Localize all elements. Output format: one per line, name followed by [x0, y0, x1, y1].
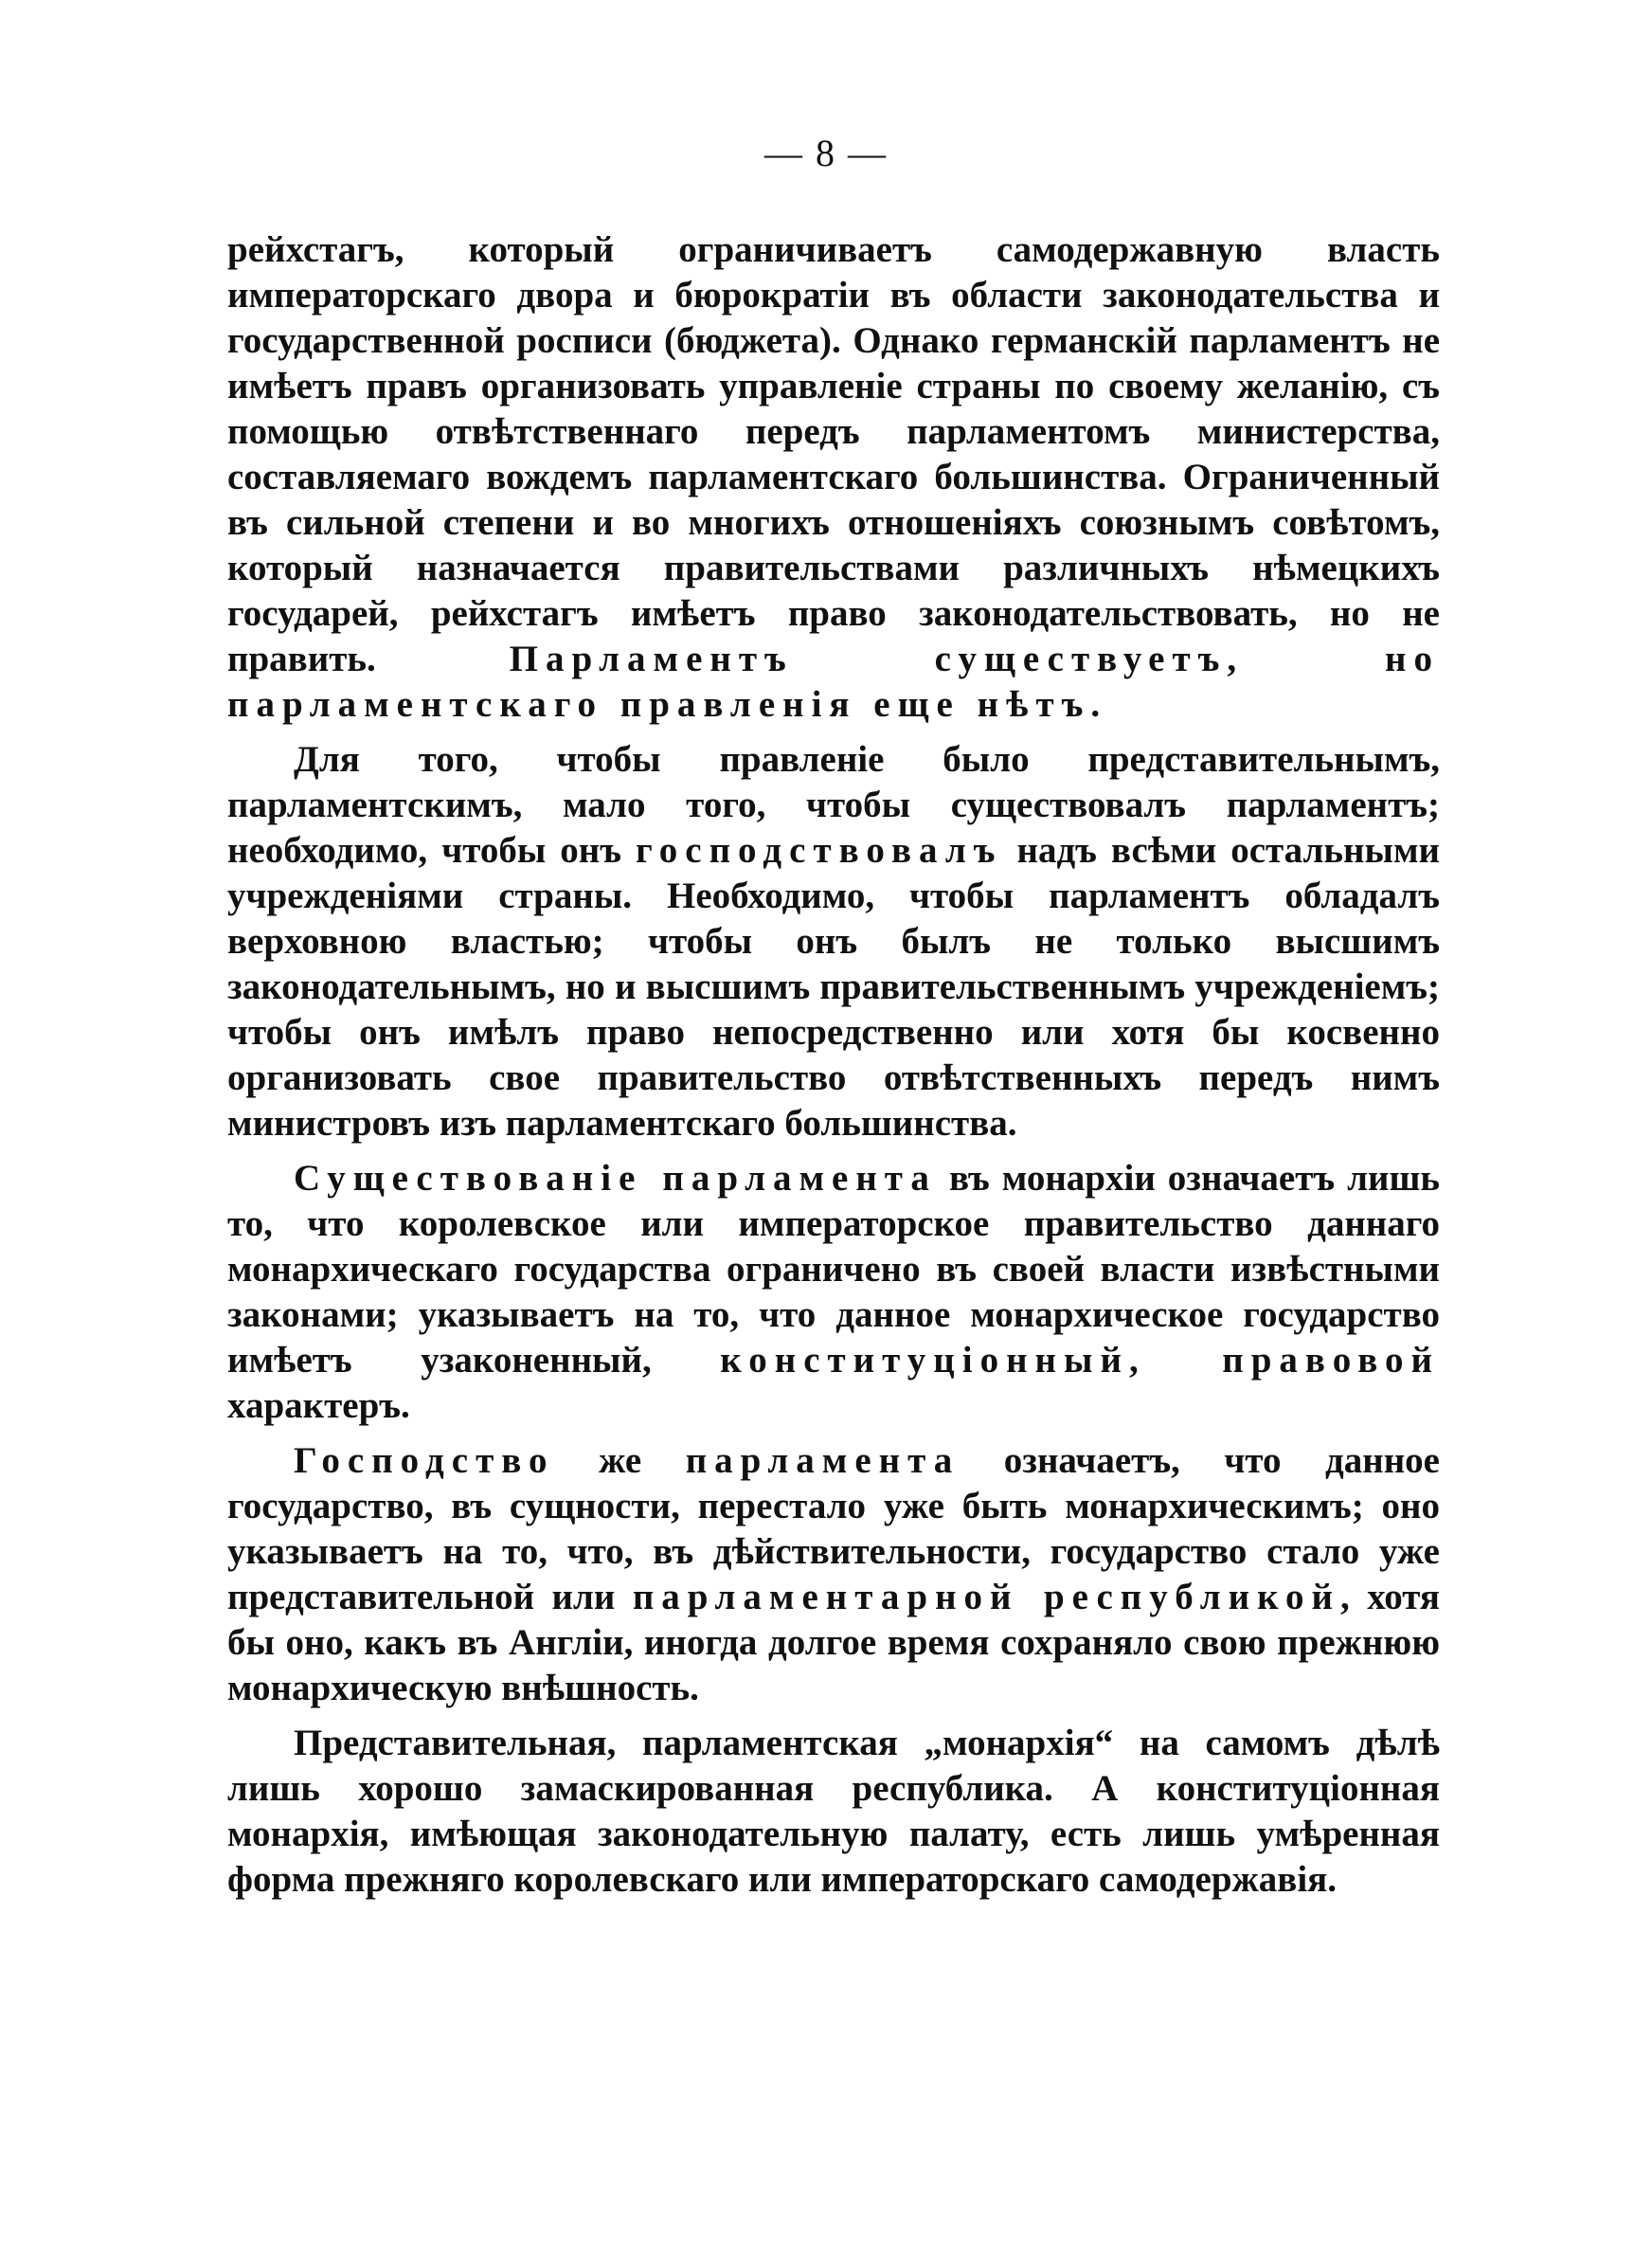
- paragraph-1: [227, 227, 1440, 728]
- text-run: означаетъ, что данное государство, въ сущности, перестало уже быть монархическимъ; оно указываетъ на то, что, въ дѣйствительности, государство стало уже представительной или: [227, 1440, 1440, 1617]
- spaced-text-run: конституціонный, правовой: [720, 1340, 1440, 1381]
- paragraph-5: [227, 1721, 1440, 1903]
- paragraph-2: [227, 737, 1440, 1147]
- spaced-text-run: Господство: [294, 1440, 555, 1481]
- text-run: Для того, чтобы правленіе было представительнымъ, парламентскимъ, мало того, чтобы существовалъ парламентъ; необходимо, чтобы онъ: [227, 739, 1440, 871]
- text-run: характеръ.: [227, 1385, 410, 1426]
- text-run: рейхстагъ, который ограничиваетъ самодержавную власть императорскаго двора и бюрократіи въ области законодательства и государственной росписи (бюджета). Однако германскій парламентъ не имѣетъ правъ организовать управленіе страны по своему желанію, съ помощью отвѣтственнаго передъ парламентомъ министерства, составляемаго вождемъ парламентскаго большинства. Ограниченный въ сильной степени и во многихъ отношеніяхъ союзнымъ совѣтомъ, который назначается правительствами различныхъ нѣмецкихъ государей, рейхстагъ имѣетъ право законодательствовать, но не править.: [227, 229, 1440, 679]
- text-run: въ монархіи означаетъ лишь то, что королевское или императорское правительство даннаго монархическаго государства ограничено въ своей власти извѣстными законами; указываетъ на то, что данное монархическое государство имѣетъ узаконенный,: [227, 1158, 1440, 1381]
- text-run: Представительная, парламентская „монархія“ на самомъ дѣлѣ лишь хорошо замаскированная республика. А конституціонная монархія, имѣющая законодательную палату, есть лишь умѣренная форма прежняго королевскаго или императорскаго самодержавія.: [227, 1723, 1440, 1900]
- text-run: , хотя бы оно, какъ въ Англіи, иногда долгое время сохраняло свою прежнюю монархическую внѣшность.: [227, 1577, 1440, 1708]
- spaced-text-run: господствовалъ: [636, 830, 1003, 871]
- spaced-text-run: Существованіе парламента: [294, 1158, 937, 1199]
- spaced-text-run: парламентарной республикой: [632, 1577, 1341, 1617]
- spaced-text-run: Парламентъ существуетъ, но парламентскаго правленія еще нѣтъ.: [227, 639, 1440, 725]
- page-number: — 8 —: [764, 132, 888, 174]
- body-text: [227, 227, 1440, 1912]
- text-run: надъ всѣми остальными учрежденіями страны. Необходимо, чтобы парламентъ обладалъ верховною властью; чтобы онъ былъ не только высшимъ законодательнымъ, но и высшимъ правительственнымъ учрежденіемъ; чтобы онъ имѣлъ право непосредственно или хотя бы косвенно организовать свое правительство отвѣтственныхъ передъ нимъ министровъ изъ парламентскаго большинства.: [227, 830, 1440, 1144]
- paragraph-4: [227, 1438, 1440, 1711]
- text-run: же: [554, 1440, 686, 1481]
- paragraph-3: [227, 1156, 1440, 1429]
- spaced-text-run: парламента: [685, 1440, 961, 1481]
